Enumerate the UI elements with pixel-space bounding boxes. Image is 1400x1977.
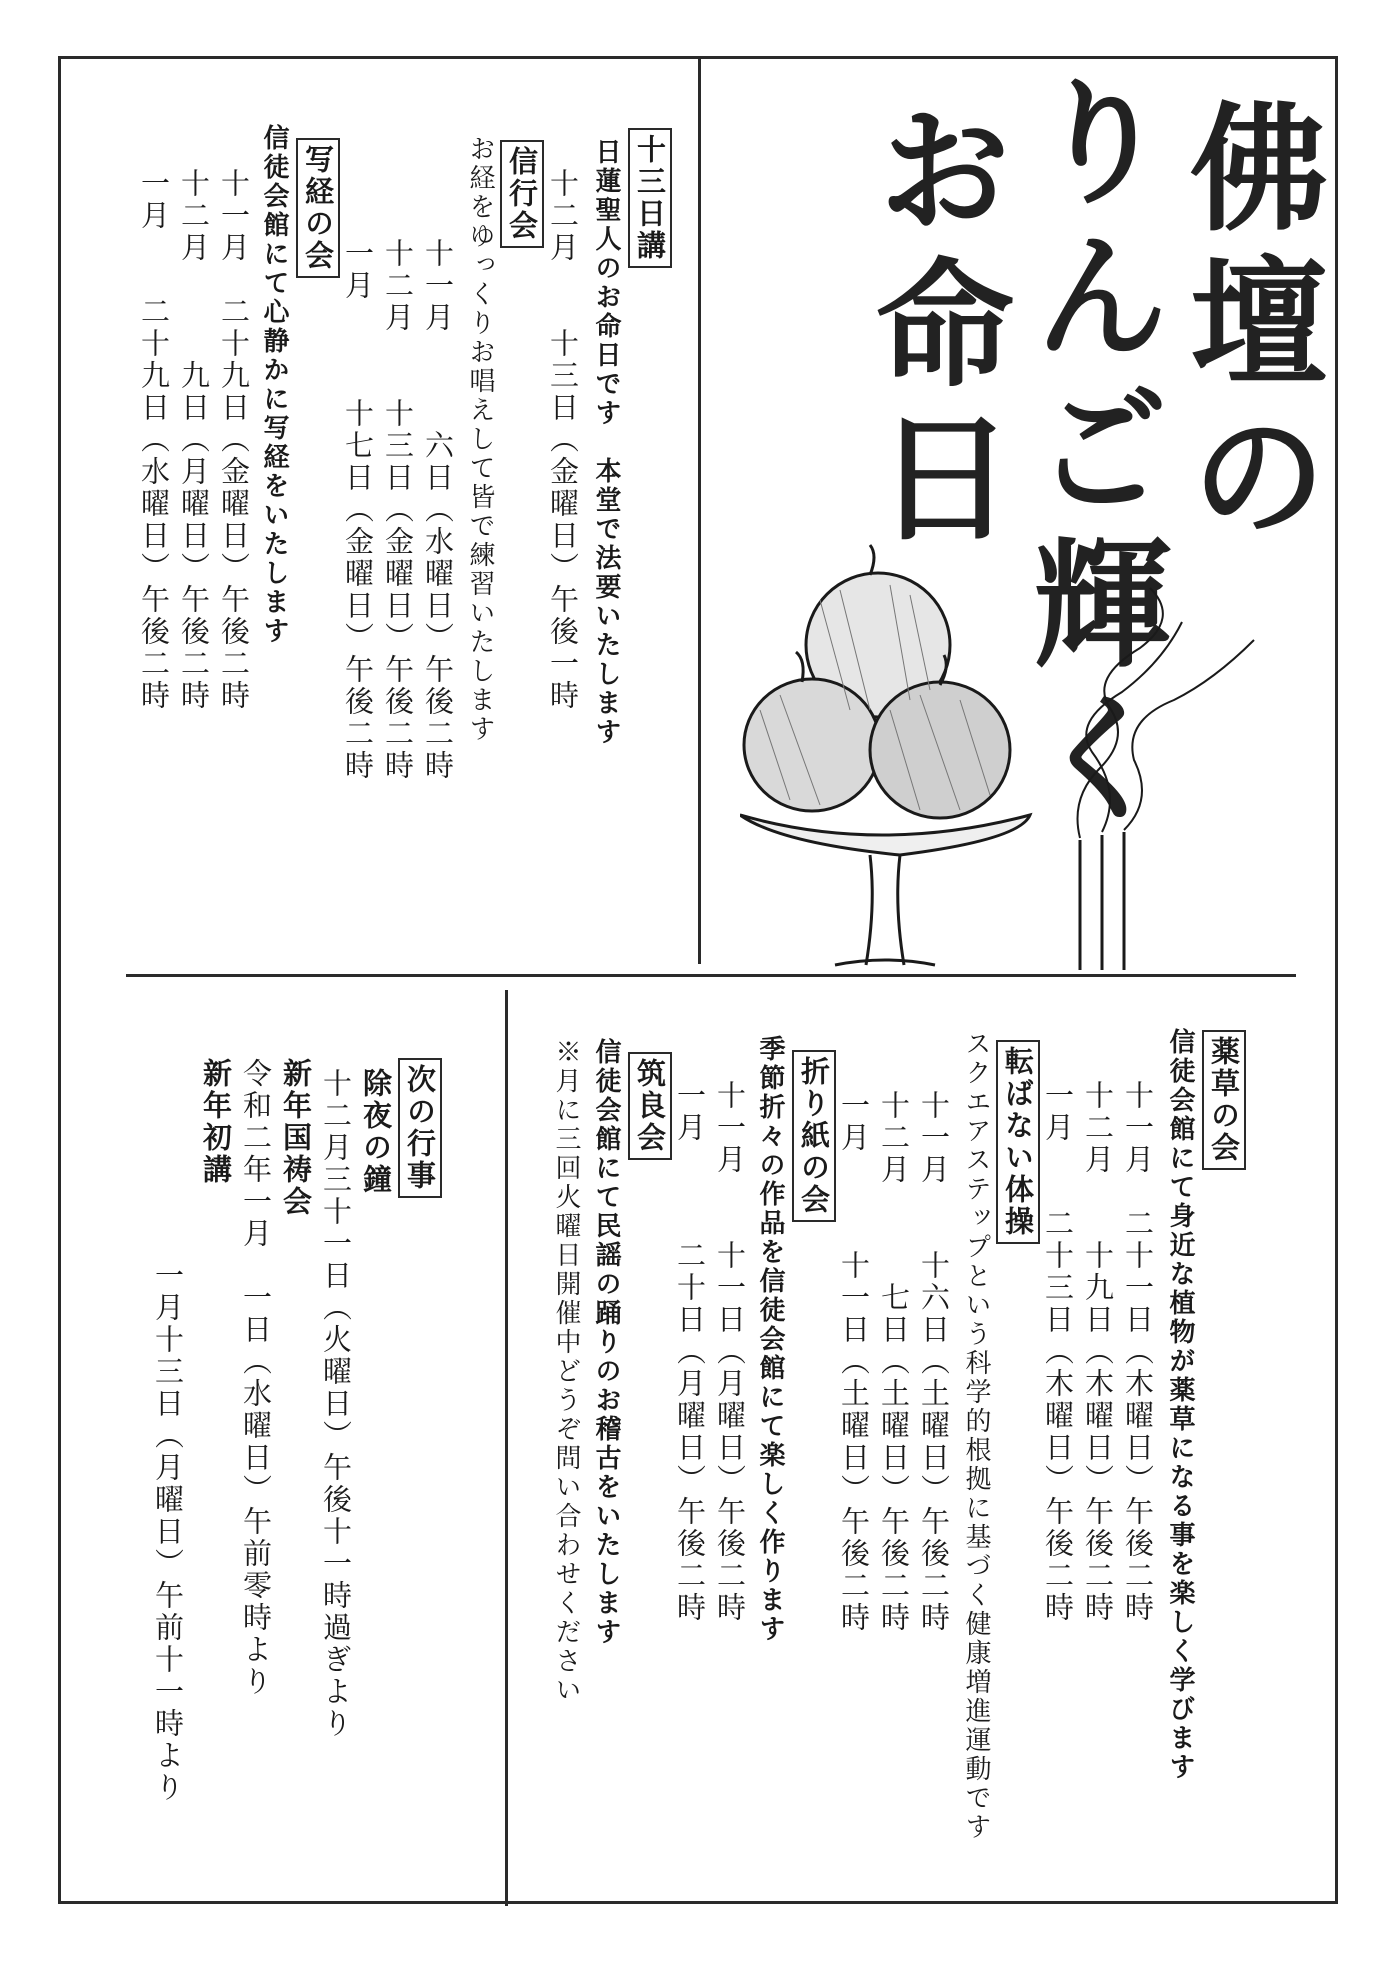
origami-kai-description: 季節折々の作品を信徒会館にて楽しく作ります xyxy=(755,1035,785,1644)
korobanai-taiso-heading: 転ばない体操 xyxy=(996,1040,1040,1244)
next-events-heading: 次の行事 xyxy=(398,1058,442,1198)
korobanai-taiso-row: 一月 十一日（土曜日）午後二時 xyxy=(837,1090,871,1634)
origami-kai-heading: 折り紙の会 xyxy=(792,1050,836,1222)
jusan-nichi-ko-heading: 十三日講 xyxy=(628,128,672,268)
origami-kai-row: 一月 二十日（月曜日）午後二時 xyxy=(673,1080,707,1624)
jusan-nichi-ko-description: 日蓮聖人のお命日です 本堂で法要いたします xyxy=(591,138,621,747)
korobanai-taiso-row: 十一月 十六日（土曜日）午後二時 xyxy=(917,1090,951,1634)
chikura-kai-description: 信徒会館にて民謡の踊りのお稽古をいたします xyxy=(591,1038,621,1647)
origami-kai-row: 十一月 十一日（月曜日）午後二時 xyxy=(713,1080,747,1624)
shakyo-kai-heading: 写経の会 xyxy=(296,138,340,278)
shingyo-kai-row: 一月 十七日（金曜日）午後二時 xyxy=(341,238,375,782)
shingyo-kai-description: お経をゆっくりお唱えして皆で練習いたします xyxy=(465,135,495,744)
shingyo-kai-row: 十一月 六日（水曜日）午後二時 xyxy=(421,238,455,782)
shakyo-kai-row: 一月 二十九日（水曜日）午後二時 xyxy=(137,168,171,712)
apples-on-stand-and-incense-icon xyxy=(740,540,1320,970)
shakyo-kai-row: 十二月 九日（月曜日）午後二時 xyxy=(177,168,211,712)
yakuso-kai-row: 一月 二十三日（木曜日）午後二時 xyxy=(1041,1080,1075,1624)
shinnen-hatsuko-time: 一月十三日（月曜日）午前十一時より xyxy=(151,1260,185,1804)
title-line-1: 佛壇の xyxy=(1167,96,1328,558)
divider-vertical-top xyxy=(698,56,701,964)
title-line-2: りんご輝く xyxy=(1010,70,1171,840)
shingyo-kai-row: 十二月 十三日（金曜日）午後二時 xyxy=(381,238,415,782)
joya-no-kane-label: 除夜の鐘 xyxy=(359,1068,393,1196)
shinnen-kito-label: 新年国祷会 xyxy=(279,1058,313,1218)
yakuso-kai-row: 十一月 二十一日（木曜日）午後二時 xyxy=(1121,1080,1155,1624)
shakyo-kai-description: 信徒会館にて心静かに写経をいたします xyxy=(259,124,289,646)
title-line-3: お命日 xyxy=(853,98,1014,560)
divider-horizontal xyxy=(126,974,1296,977)
chikura-kai-heading: 筑良会 xyxy=(628,1052,672,1160)
yakuso-kai-description: 信徒会館にて身近な植物が薬草になる事を楽しく学びます xyxy=(1165,1028,1195,1782)
shinnen-kito-time: 令和二年一月 一日（水曜日）午前零時より xyxy=(239,1058,273,1698)
shakyo-kai-row: 十一月 二十九日（金曜日）午後二時 xyxy=(217,168,251,712)
shingyo-kai-heading: 信行会 xyxy=(500,140,544,248)
yakuso-kai-heading: 薬草の会 xyxy=(1202,1030,1246,1170)
korobanai-taiso-description: スクエアステップという科学的根拠に基づく健康増進運動です xyxy=(961,1030,991,1842)
shinnen-hatsuko-label: 新年初講 xyxy=(199,1058,233,1186)
divider-vertical-bottom xyxy=(505,990,508,1906)
chikura-kai-note: ※月に三回火曜日開催中どうぞ問い合わせください xyxy=(551,1038,581,1705)
jusan-nichi-ko-schedule: 十二月 十三日（金曜日）午後一時 xyxy=(546,168,580,712)
yakuso-kai-row: 十二月 十九日（木曜日）午後二時 xyxy=(1081,1080,1115,1624)
joya-no-kane-time: 十二月三十一日（火曜日）午後十一時過ぎより xyxy=(319,1068,353,1740)
korobanai-taiso-row: 十二月 七日（土曜日）午後二時 xyxy=(877,1090,911,1634)
